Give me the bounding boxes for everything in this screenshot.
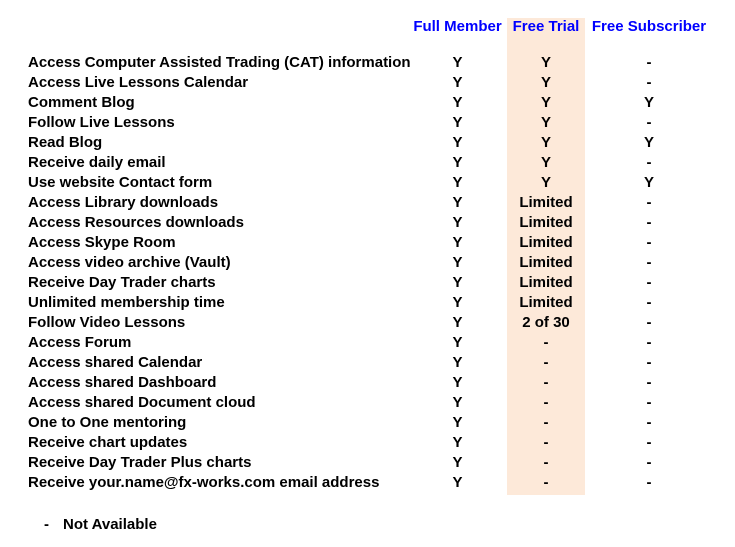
free-subscriber-value: -: [646, 294, 652, 311]
full-member-value: Y: [452, 454, 463, 471]
free-trial-value: -: [543, 334, 549, 351]
free-trial-value: Y: [540, 54, 551, 71]
full-member-value: Y: [452, 314, 463, 331]
free-subscriber-value: -: [646, 374, 652, 391]
full-member-value: Y: [452, 274, 463, 291]
feature-name: Access Resources downloads: [28, 214, 244, 231]
free-trial-value: -: [543, 354, 549, 371]
feature-row: [0, 153, 735, 173]
full-member-value: Y: [452, 54, 463, 71]
feature-row: [0, 193, 735, 213]
feature-name: Access Computer Assisted Trading (CAT) information: [28, 54, 411, 71]
feature-rows: [0, 53, 735, 493]
feature-row: [0, 73, 735, 93]
full-member-value: Y: [452, 214, 463, 231]
free-subscriber-value: -: [646, 54, 652, 71]
feature-row: [0, 453, 735, 473]
free-subscriber-value: -: [646, 414, 652, 431]
column-header-free-subscriber: Free Subscriber: [591, 18, 707, 35]
feature-name: Access video archive (Vault): [28, 254, 231, 271]
feature-row: [0, 293, 735, 313]
free-subscriber-value: Y: [643, 174, 654, 191]
free-trial-value: Limited: [519, 194, 573, 211]
free-trial-value: 2 of 30: [522, 314, 570, 331]
free-subscriber-value: -: [646, 454, 652, 471]
feature-name: Access Forum: [28, 334, 132, 351]
full-member-value: Y: [452, 134, 463, 151]
free-subscriber-value: -: [646, 474, 652, 491]
legend-not-available: [44, 515, 157, 535]
full-member-value: Y: [452, 234, 463, 251]
full-member-value: Y: [452, 474, 463, 491]
feature-row: [0, 273, 735, 293]
free-trial-value: Limited: [519, 214, 573, 231]
feature-row: [0, 93, 735, 113]
feature-row: [0, 173, 735, 193]
feature-name: Receive daily email: [28, 154, 166, 171]
free-subscriber-value: -: [646, 314, 652, 331]
free-subscriber-value: -: [646, 154, 652, 171]
free-subscriber-value: -: [646, 274, 652, 291]
free-subscriber-value: -: [646, 114, 652, 131]
free-trial-value: Y: [540, 154, 551, 171]
feature-name: Access Live Lessons Calendar: [28, 74, 249, 91]
feature-name: Receive your.name@fx-works.com email address: [28, 474, 380, 491]
feature-name: Follow Video Lessons: [28, 314, 186, 331]
feature-row: [0, 353, 735, 373]
feature-row: [0, 253, 735, 273]
free-subscriber-value: Y: [643, 94, 654, 111]
free-trial-value: Y: [540, 174, 551, 191]
free-subscriber-value: -: [646, 354, 652, 371]
full-member-value: Y: [452, 414, 463, 431]
free-subscriber-value: -: [646, 334, 652, 351]
full-member-value: Y: [452, 334, 463, 351]
free-subscriber-value: -: [646, 234, 652, 251]
column-header-full-member: Full Member: [413, 18, 502, 35]
feature-row: [0, 333, 735, 353]
feature-name: Access Skype Room: [28, 234, 176, 251]
free-trial-value: Limited: [519, 274, 573, 291]
free-subscriber-value: -: [646, 214, 652, 231]
feature-row: [0, 373, 735, 393]
free-subscriber-value: -: [646, 434, 652, 451]
free-trial-value: -: [543, 414, 549, 431]
feature-row: [0, 433, 735, 453]
free-trial-value: Y: [540, 74, 551, 91]
feature-row: [0, 213, 735, 233]
full-member-value: Y: [452, 294, 463, 311]
free-subscriber-value: -: [646, 254, 652, 271]
free-trial-value: Y: [540, 134, 551, 151]
free-subscriber-value: -: [646, 194, 652, 211]
free-subscriber-value: -: [646, 394, 652, 411]
feature-row: [0, 473, 735, 493]
free-trial-value: -: [543, 394, 549, 411]
full-member-value: Y: [452, 374, 463, 391]
feature-row: [0, 313, 735, 333]
free-trial-value: Limited: [519, 254, 573, 271]
free-trial-value: Limited: [519, 294, 573, 311]
full-member-value: Y: [452, 74, 463, 91]
feature-name: Receive chart updates: [28, 434, 188, 451]
free-trial-value: Y: [540, 114, 551, 131]
feature-name: Comment Blog: [28, 94, 135, 111]
feature-row: [0, 233, 735, 253]
legend-dash-symbol: -: [44, 516, 49, 533]
feature-name: Use website Contact form: [28, 174, 213, 191]
feature-name: Access shared Dashboard: [28, 374, 217, 391]
full-member-value: Y: [452, 194, 463, 211]
feature-row: [0, 113, 735, 133]
feature-name: One to One mentoring: [28, 414, 187, 431]
feature-name: Access Library downloads: [28, 194, 219, 211]
full-member-value: Y: [452, 354, 463, 371]
feature-row: [0, 53, 735, 73]
full-member-value: Y: [452, 154, 463, 171]
free-trial-value: -: [543, 374, 549, 391]
full-member-value: Y: [452, 114, 463, 131]
feature-name: Unlimited membership time: [28, 294, 225, 311]
full-member-value: Y: [452, 394, 463, 411]
feature-row: [0, 133, 735, 153]
feature-name: Receive Day Trader charts: [28, 274, 216, 291]
full-member-value: Y: [452, 94, 463, 111]
feature-name: Follow Live Lessons: [28, 114, 175, 131]
column-header-free-trial: Free Trial: [512, 18, 580, 35]
feature-name: Read Blog: [28, 134, 103, 151]
feature-row: [0, 393, 735, 413]
feature-column-header-blank: [0, 17, 408, 37]
free-trial-value: -: [543, 454, 549, 471]
feature-name: Access shared Calendar: [28, 354, 203, 371]
full-member-value: Y: [452, 254, 463, 271]
free-trial-value: -: [543, 434, 549, 451]
feature-name: Receive Day Trader Plus charts: [28, 454, 252, 471]
free-trial-value: Limited: [519, 234, 573, 251]
table-header-row: [0, 17, 735, 37]
legend-label: Not Available: [63, 516, 157, 533]
free-subscriber-value: Y: [643, 134, 654, 151]
free-trial-value: -: [543, 474, 549, 491]
free-subscriber-value: -: [646, 74, 652, 91]
feature-name: Access shared Document cloud: [28, 394, 256, 411]
full-member-value: Y: [452, 174, 463, 191]
free-trial-value: Y: [540, 94, 551, 111]
feature-row: [0, 413, 735, 433]
full-member-value: Y: [452, 434, 463, 451]
